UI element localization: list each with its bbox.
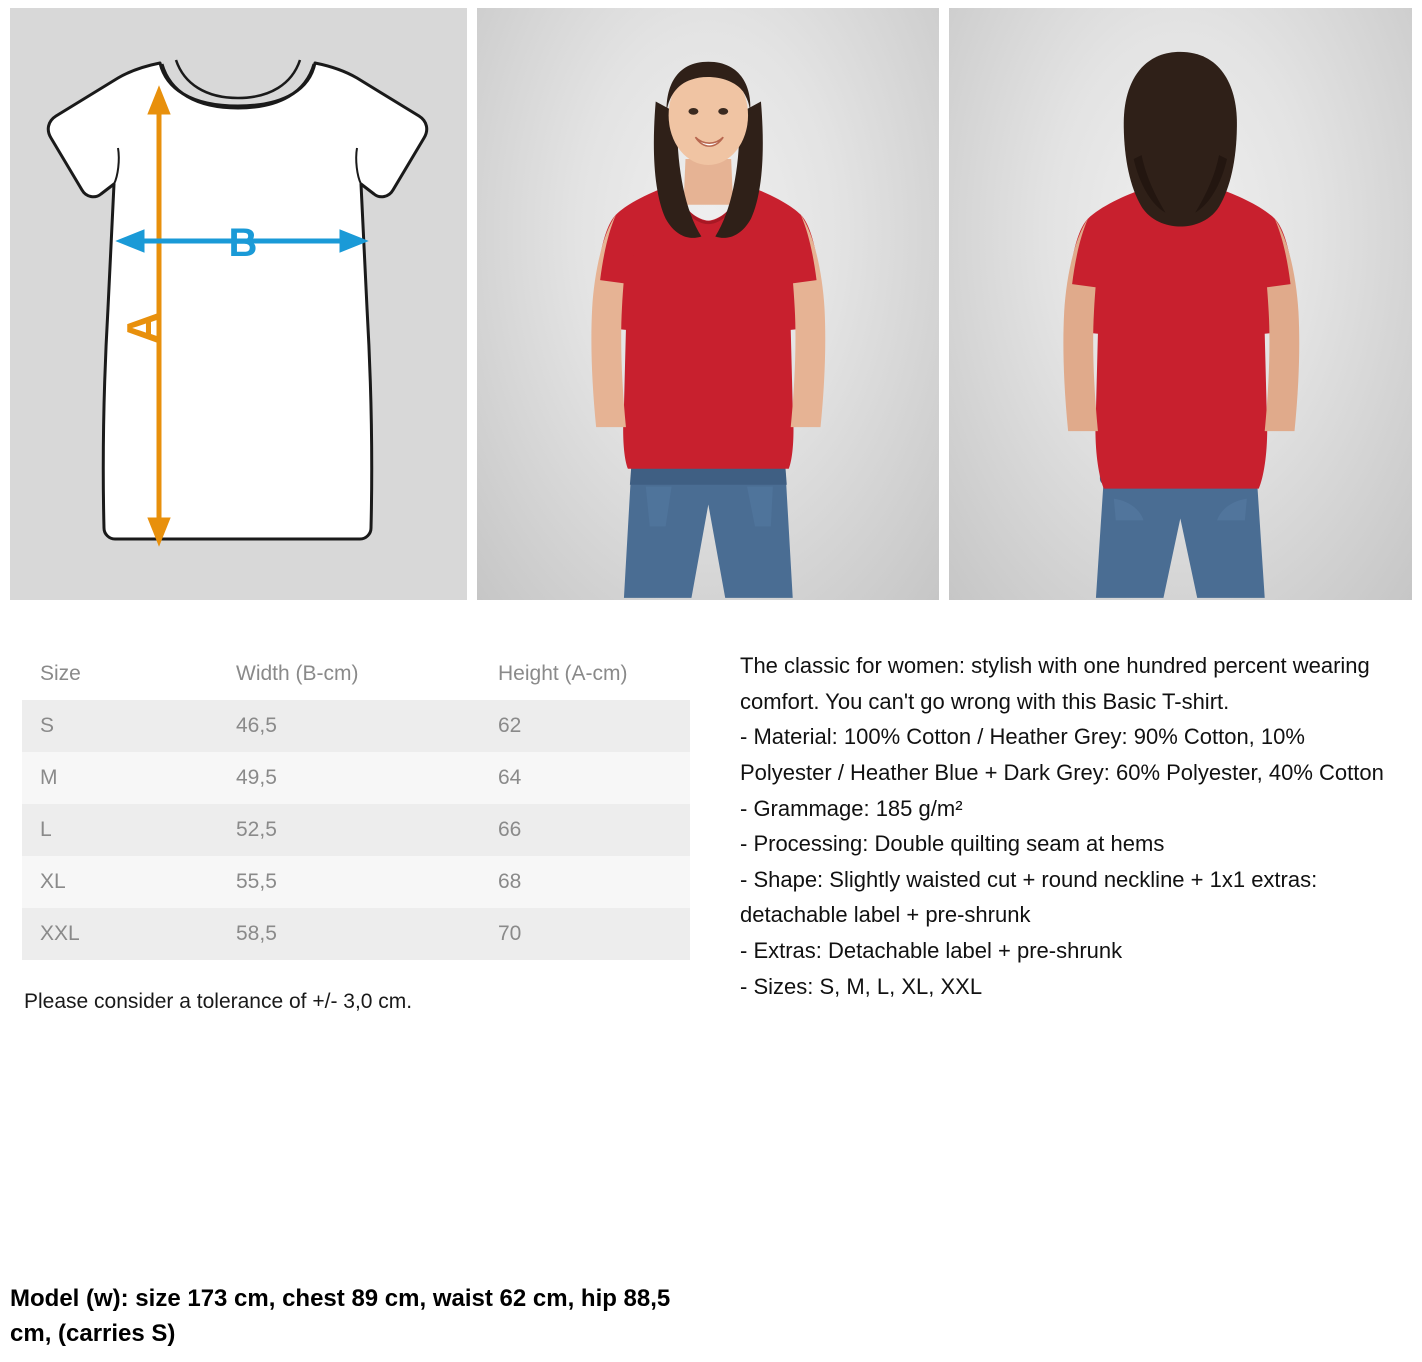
model-front-illustration [477,8,940,600]
cell-size: M [22,752,218,804]
cell-width: 55,5 [218,856,480,908]
cell-size: L [22,804,218,856]
cell-size: XXL [22,908,218,960]
cell-height: 70 [480,908,690,960]
header-height: Height (A-cm) [480,648,690,700]
table-header-row [22,648,690,700]
diagram-label-b: B [228,221,258,265]
description-grammage: - Grammage: 185 g/m² [740,795,963,821]
cell-width: 46,5 [218,700,480,752]
cell-width: 58,5 [218,908,480,960]
model-front-photo [477,8,940,600]
description-intro: The classic for women: stylish with one hundred percent wearing comfort. You can't go wrong with this Basic T-shirt. [740,653,1370,714]
cell-width: 49,5 [218,752,480,804]
table-row [22,908,690,960]
cell-width: 52,5 [218,804,480,856]
product-description [740,648,1400,1004]
cell-height: 68 [480,856,690,908]
header-size: Size [22,648,218,700]
model-back-photo [949,8,1412,600]
tshirt-measurement-diagram [10,8,467,600]
cell-height: 64 [480,752,690,804]
table-row [22,752,690,804]
table-row [22,856,690,908]
size-table-head [22,648,690,700]
table-row [22,700,690,752]
table-row [22,804,690,856]
cell-size: S [22,700,218,752]
product-image-row [10,8,1412,600]
cell-size: XL [22,856,218,908]
description-material: - Material: 100% Cotton / Heather Grey: 90% Cotton, 10% Polyester / Heather Blue + Dark Grey: 60% Polyester, 40% Cotton [740,724,1384,785]
description-processing: - Processing: Double quilting seam at hems [740,831,1165,857]
cell-height: 62 [480,700,690,752]
model-back-illustration [949,8,1412,600]
header-width: Width (B-cm) [218,648,480,700]
cell-height: 66 [480,804,690,856]
size-table [22,648,690,960]
description-extras: - Extras: Detachable label + pre-shrunk [740,938,1123,963]
size-table-body [22,700,690,960]
model-measurements-note: Model (w): size 173 cm, chest 89 cm, waist 62 cm, hip 88,5 cm, (carries S) [10,1285,671,1347]
size-table-wrapper [22,648,690,960]
description-shape: - Shape: Slightly waisted cut + round neckline + 1x1 extras: detachable label + pre-shrunk [740,866,1318,928]
tolerance-note: Please consider a tolerance of +/- 3,0 cm. [24,990,413,1013]
diagram-label-a: A [117,311,169,345]
description-sizes: - Sizes: S, M, L, XL, XXL [740,973,983,999]
